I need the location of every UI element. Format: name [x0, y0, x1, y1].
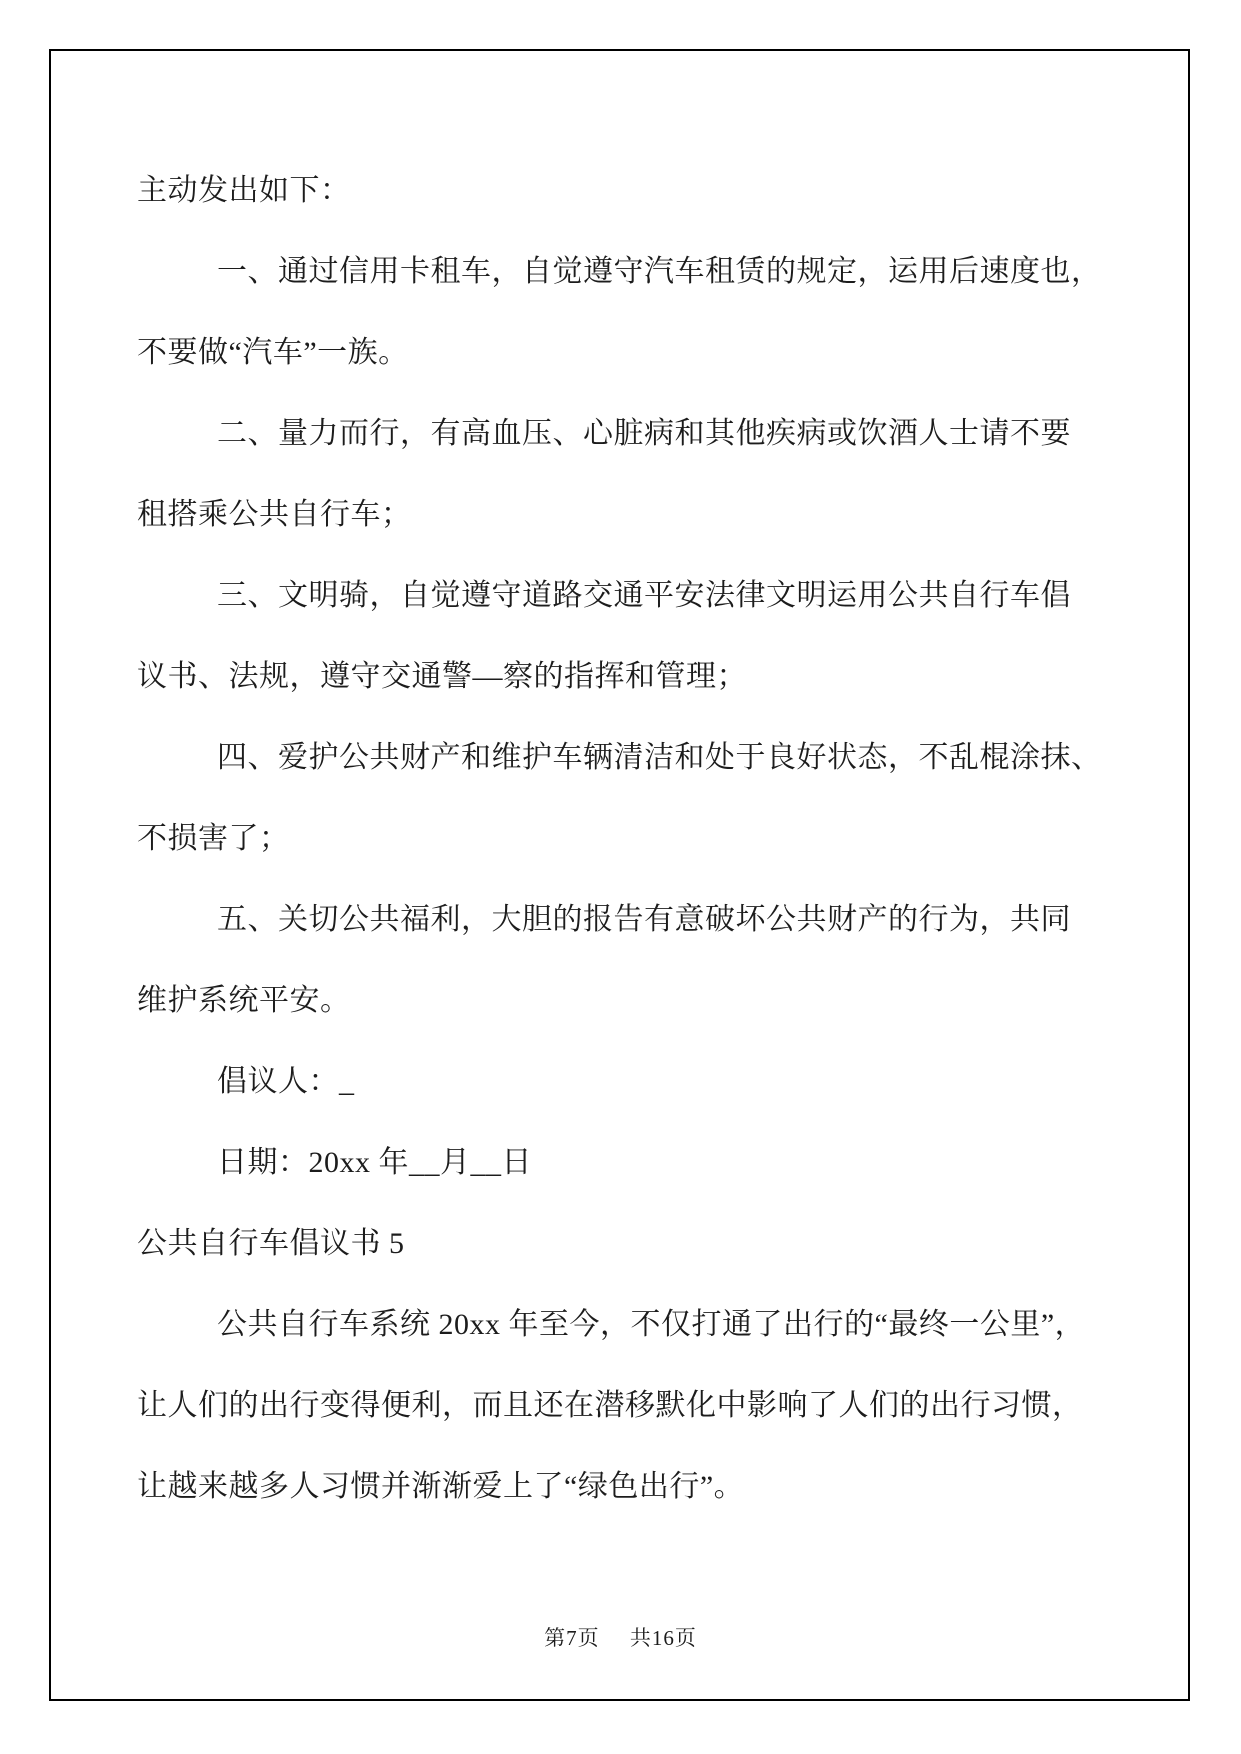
- text-line: 主动发出如下：: [137, 174, 351, 207]
- text-line: 不要做“汽车”一族。: [137, 336, 409, 369]
- text-line: 维护系统平安。: [137, 984, 351, 1017]
- page-footer: [0, 1620, 1241, 1656]
- text-line: 公共自行车倡议书 5: [137, 1227, 405, 1260]
- text-line: 议书、法规，遵守交通警—察的指挥和管理；: [137, 660, 747, 693]
- text-line: 日期：20xx 年__月__日: [217, 1146, 532, 1179]
- text-line: 二、量力而行，有高血压、心脏病和其他疾病或饮酒人士请不要: [217, 417, 1071, 450]
- text-line: 让越来越多人习惯并渐渐爱上了“绿色出行”。: [137, 1470, 745, 1503]
- text-line: 倡议人：_: [217, 1065, 355, 1098]
- text-line: 一、通过信用卡租车，自觉遵守汽车租赁的规定，运用后速度也，: [217, 255, 1102, 288]
- text-line: 让人们的出行变得便利，而且还在潜移默化中影响了人们的出行习惯，: [137, 1389, 1083, 1422]
- footer-page-number: 第7页: [544, 1626, 600, 1650]
- document-body: [137, 150, 1117, 1527]
- text-line: 租搭乘公共自行车；: [137, 498, 412, 531]
- text-line: 三、文明骑，自觉遵守道路交通平安法律文明运用公共自行车倡: [217, 579, 1071, 612]
- footer-total-pages: 共16页: [629, 1626, 697, 1650]
- text-line: 公共自行车系统 20xx 年至今，不仅打通了出行的“最终一公里”，: [217, 1308, 1086, 1341]
- text-line: 不损害了；: [137, 822, 290, 855]
- text-line: 五、关切公共福利，大胆的报告有意破坏公共财产的行为，共同: [217, 903, 1071, 936]
- text-line: 四、爱护公共财产和维护车辆清洁和处于良好状态，不乱棍涂抹、: [217, 741, 1102, 774]
